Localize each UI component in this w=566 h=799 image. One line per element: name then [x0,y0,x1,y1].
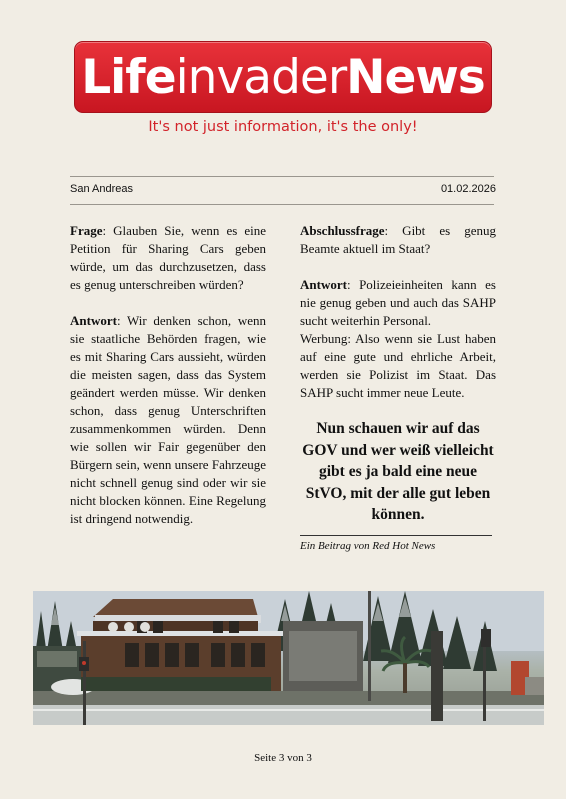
question-2: Abschlussfrage: Gibt es genug Beamte aktuell im Staat? [300,223,496,256]
signature: Ein Beitrag von Red Hot News [300,540,436,552]
page-number: Seite 3 von 3 [254,752,312,764]
signature-line [300,535,492,536]
answer-1: Antwort: Wir denken schon, wenn sie staatliche Behörden fragen, wie es mit Sharing Cars aussieht, würden die meisten sagen, dass das System geändert werden müsse. Wir denken schon, dass genug Unterschriften zusammenkommen würden. Denn wie sollen wir Fair gegenüber den Bürgern sein, wenn unsere Fahrzeuge nicht schnell genug sind oder wir sie nicht blocken können. Eine Regelung ist dringend notwendig. [70,313,266,526]
advertisement: Werbung: Also wenn sie Lust haben auf eine gute und ehrliche Arbeit, werden sie Polizist im Staat. Das SAHP sucht immer neue Leute. [300,331,496,400]
police-station-photo [33,591,544,725]
date: 01.02.2026 [440,183,496,195]
article-column-right [300,222,496,402]
location: San Andreas [70,183,133,195]
closing-quote: Nun schauen wir auf das GOV und wer weiß vielleicht gibt es ja bald eine neue StVO, mit der alle gut leben können. [302,420,494,523]
header-divider-top [70,176,494,177]
answer-2: Antwort: Polizeieinheiten kann es nie genug geben und auch das SAHP sucht weiterhin Personal. [300,277,496,328]
article-column-left [70,222,266,528]
lifeinvader-news-logo [74,41,492,113]
logo-wordmark: LifeinvaderNews [81,49,485,105]
header-divider-bottom [70,204,494,205]
tagline: It's not just information, it's the only! [148,119,418,135]
question-1: Frage: Glauben Sie, wenn es eine Petition für Sharing Cars geben würde, um das durchzusetzen, dass es genug unterschreiben würden? [70,223,266,292]
